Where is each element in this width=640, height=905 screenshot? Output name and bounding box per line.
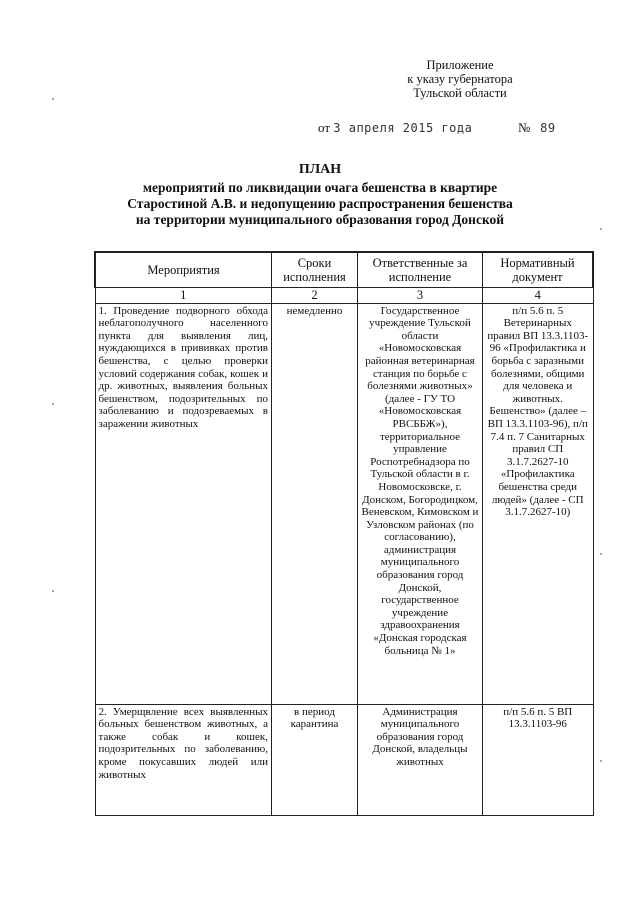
title-line-3: на территории муниципального образования город Донской [135,212,505,227]
title-line-2: Старостиной А.В. и недопущению распространения бешенства [127,196,513,211]
decree-prefix: от [318,120,331,135]
col-number-4: 4 [483,288,594,304]
annex-line-3: Тульской области [413,86,507,100]
annex-line-1: Приложение [426,58,494,72]
scan-speck [600,553,602,555]
scan-speck [52,590,54,592]
table-row [95,303,593,704]
table-row [95,704,593,815]
scan-speck [52,403,54,405]
row-2-normative: п/п 5.6 п. 5 ВП 13.3.1103-96 [483,704,594,815]
row-1-responsible: Государственное учреждение Тульской области «Новомосковская районная ветеринарная станция по борьбе с болезнями животных» (далее - ГУ ТО «Новомосковская РВСББЖ»), территориальное управление Роспотребнадзора по Тульской области в г. Новомосковске, г. Донском, Богородицком, Веневском, Кимовском и Узловском районах (по согласованию), администрация муниципального образования город Донской, государственное учреждение здравоохранения «Донская городская больница № 1» [358,303,483,704]
decree-number-group [518,120,556,136]
decree-date-stamp: 3 апреля 2015 года [333,121,473,135]
row-2-responsible: Администрация муниципального образования город Донской, владельцы животных [358,704,483,815]
row-2-deadline: в период карантина [272,704,358,815]
header-normative: Нормативный документ [483,252,594,288]
col-number-2: 2 [272,288,358,304]
title-line-1: мероприятий по ликвидации очага бешенства в квартире [142,180,498,195]
annex-line-2: к указу губернатора [407,72,513,86]
scan-speck [52,98,54,100]
row-1-deadline: немедленно [272,303,358,704]
row-1-measure: 1. Проведение подворного обхода неблагополучного населенного пункта для выявления лиц, нуждающихся в прививках против бешенства, с целью проверки условий содержания собак, кошек и др. животных, выявления больных бешенством, подозрительных по заболеванию и подозреваемых в заражении животных [95,303,272,704]
col-number-3: 3 [358,288,483,304]
scan-speck [600,228,602,230]
document-title [80,162,560,228]
header-deadlines: Сроки исполнения [272,252,358,288]
header-responsible: Ответственные за исполнение [358,252,483,288]
row-2-measure: 2. Умерщвление всех выявленных больных бешенством животных, а также собак и кошек, подозрительных по заболеванию, кроме покусавших людей или животных [95,704,272,815]
title-heading: ПЛАН [298,162,342,177]
decree-line [318,120,556,136]
scan-speck [600,760,602,762]
header-measures: Мероприятия [95,252,272,288]
col-number-1: 1 [95,288,272,304]
row-1-normative: п/п 5.6 п. 5 Ветеринарных правил ВП 13.3.1103-96 «Профилактика и борьба с заразными болезнями, общими для человека и животных. Бешенство» (далее – ВП 13.3.1103-96), п/п 7.4 п. 7 Санитарных правил СП 3.1.7.2627-10 «Профилактика бешенства среди людей» (далее - СП 3.1.7.2627-10) [483,303,594,704]
annex-block [360,58,560,100]
column-number-row [95,288,593,304]
table-header-row [95,252,593,288]
decree-number-stamp: 89 [540,121,556,135]
number-sign: № [518,120,531,135]
plan-table [94,251,594,816]
